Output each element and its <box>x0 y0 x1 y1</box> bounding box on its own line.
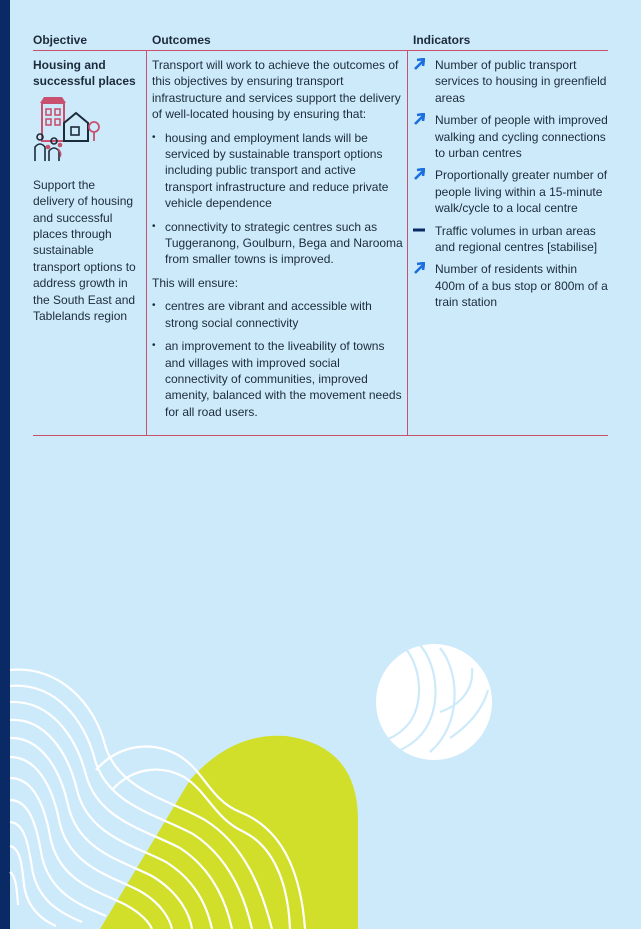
housing-places-icon <box>34 97 104 163</box>
header-objective: Objective <box>33 33 88 47</box>
indicator-item <box>413 167 608 216</box>
indicators-cell <box>413 57 608 317</box>
list-item: • housing and employment lands will be serviced by sustainable transport options including public transport and active transport infrastructure and reduce private vehicle dependence <box>152 130 404 212</box>
list-item: • centres are vibrant and accessible with strong social connectivity <box>152 298 404 331</box>
indicator-text: Number of public transport services to housing in greenfield areas <box>435 58 607 105</box>
indicator-text: Number of residents within 400m of a bus stop or 800m of a train station <box>435 262 608 310</box>
arrow-up-right-icon <box>413 58 425 70</box>
outcomes-list-2 <box>152 298 404 420</box>
indicator-item <box>413 261 608 310</box>
indicator-text: Number of people with improved walking and cycling connections to urban centres <box>435 113 608 161</box>
objective-cell <box>33 57 139 324</box>
list-item: • an improvement to the liveability of towns and villages with improved social connectivity of communities, improved amenity, balanced with the movement needs for all road users. <box>152 338 404 420</box>
indicator-item <box>413 223 608 256</box>
arrow-up-right-icon <box>413 113 425 125</box>
table-header <box>33 28 608 51</box>
indicator-text: Proportionally greater number of people living within a 15-minute walk/cycle to a local centre <box>435 168 608 216</box>
objective-title: Housing and successful places <box>33 58 136 89</box>
arrow-up-right-icon <box>413 168 425 180</box>
list-item: • connectivity to strategic centres such as Tuggeranong, Goulburn, Bega and Narooma from smaller towns is improved. <box>152 219 404 268</box>
indicator-text: Traffic volumes in urban areas and regional centres [stabilise] <box>435 223 598 255</box>
header-indicators: Indicators <box>413 33 471 47</box>
outcomes-ensure: This will ensure: <box>152 275 239 290</box>
objectives-table <box>33 28 608 436</box>
objective-description: Support the delivery of housing and successful places through sustainable transport options to address growth in the South East and Tablelands region <box>33 177 136 324</box>
outcomes-cell <box>152 57 404 427</box>
dash-stabilise-icon <box>413 224 425 236</box>
header-outcomes: Outcomes <box>152 33 211 47</box>
indicator-item <box>413 57 608 106</box>
outcomes-list-1 <box>152 130 404 268</box>
column-divider <box>146 51 147 435</box>
lime-arch-shape <box>100 736 358 929</box>
outcomes-intro: Transport will work to achieve the outcomes of this objectives by ensuring transport infrastructure and services support the delivery of well-located housing by ensuring that: <box>152 58 401 122</box>
table-row <box>33 51 608 436</box>
arrow-up-right-icon <box>413 262 425 274</box>
indicator-item <box>413 112 608 161</box>
column-divider <box>407 51 408 435</box>
